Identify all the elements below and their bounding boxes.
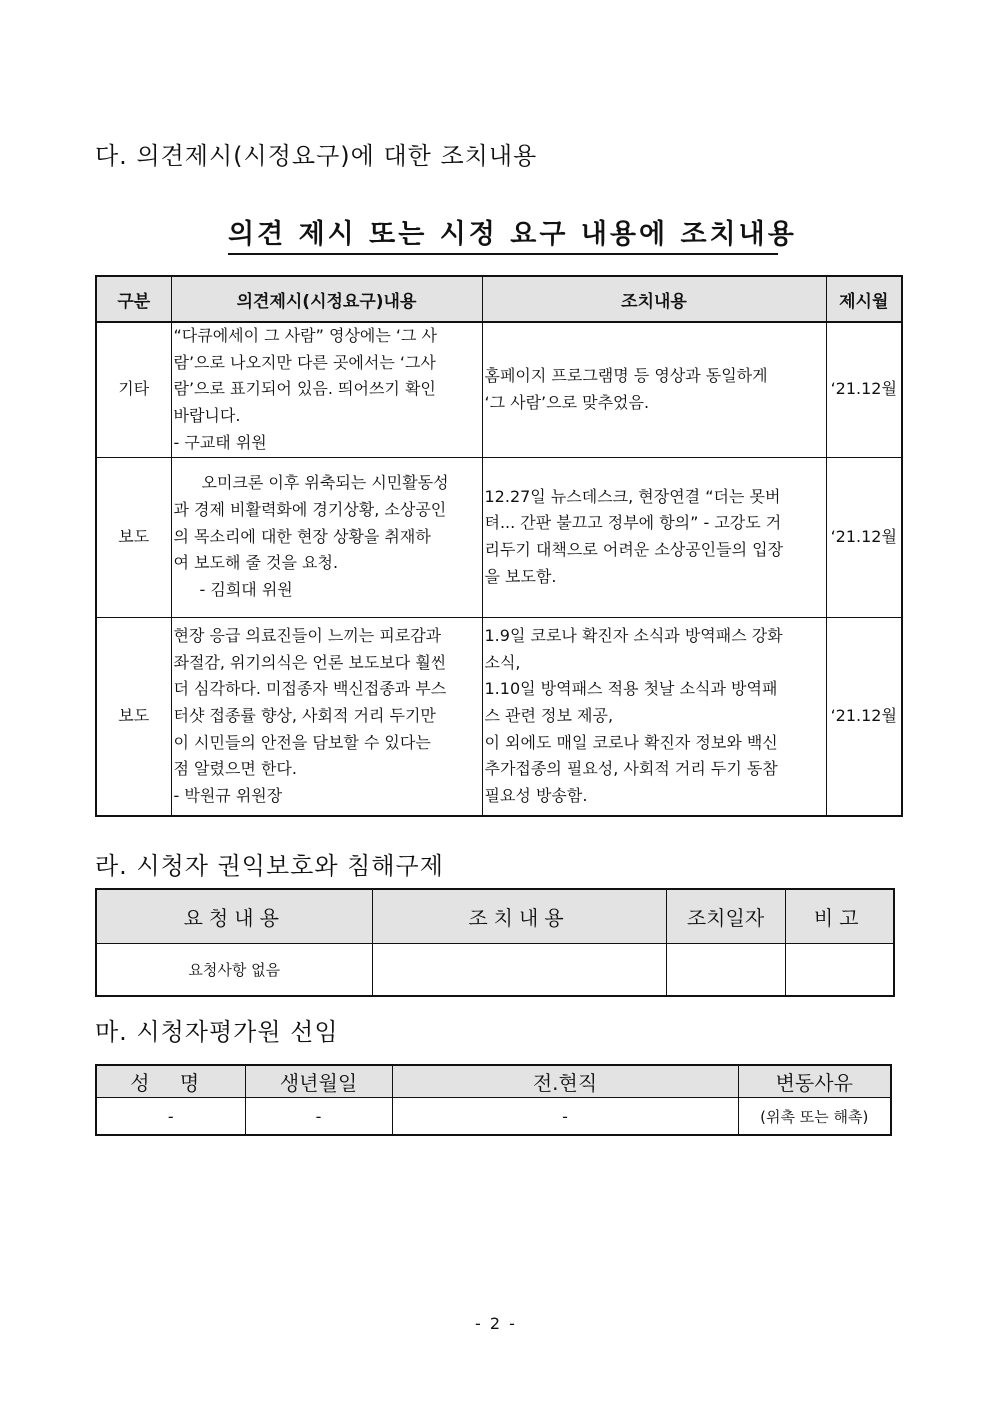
cell-request: 요청사항 없음 bbox=[96, 944, 372, 997]
row-month: ‘21.12월 bbox=[826, 457, 902, 617]
text-line: “다큐에세이 그 사람” 영상에는 ‘그 사 bbox=[173, 326, 437, 345]
signature-line: - 박원규 위원장 bbox=[173, 786, 283, 806]
signature-line: - 김희대 위원 bbox=[199, 580, 293, 600]
header-change-reason: 변동사유 bbox=[738, 1065, 891, 1098]
table-header-row bbox=[96, 276, 902, 322]
row-action bbox=[482, 457, 826, 617]
text-line: 람’으로 표기되어 있음. 띄어쓰기 확인 bbox=[173, 379, 436, 399]
section-d-heading: 라. 시청자 권익보호와 침해구제 bbox=[95, 852, 444, 880]
table-row bbox=[96, 617, 902, 816]
cell-note bbox=[785, 944, 894, 997]
text-line: 리두기 대책으로 어려운 소상공인들의 입장 bbox=[484, 540, 784, 560]
cell-change-reason: (위촉 또는 해촉) bbox=[738, 1098, 891, 1136]
row-month: ‘21.12월 bbox=[826, 322, 902, 457]
text-line: 이 외에도 매일 코로나 확진자 정보와 백신 bbox=[484, 732, 778, 752]
text-line: 더 심각하다. 미접종자 백신접종과 부스 bbox=[173, 679, 447, 699]
row-opinion bbox=[171, 457, 482, 617]
section-e-heading: 마. 시청자평가원 선임 bbox=[95, 1018, 339, 1046]
table-header-row bbox=[96, 889, 894, 944]
text-line: 1.9일 코로나 확진자 소식과 방역패스 강화 bbox=[484, 625, 783, 645]
cell-birthdate: - bbox=[245, 1098, 392, 1136]
row-action bbox=[482, 322, 826, 457]
table-row bbox=[96, 1098, 891, 1136]
section-c-heading: 다. 의견제시(시정요구)에 대한 조치내용 bbox=[95, 142, 538, 170]
text-line: ‘그 사람’으로 맞추었음. bbox=[484, 392, 650, 412]
text-line: 을 보도함. bbox=[484, 566, 557, 586]
header-measure: 조치내용 bbox=[372, 889, 666, 944]
text-line: 현장 응급 의료진들이 느끼는 피로감과 bbox=[173, 625, 442, 645]
row-opinion bbox=[171, 322, 482, 457]
header-position: 전.현직 bbox=[392, 1065, 738, 1098]
row-category: 보도 bbox=[96, 457, 171, 617]
text-line: 1.10일 방역패스 적용 첫날 소식과 방역패 bbox=[484, 679, 778, 699]
header-note: 비고 bbox=[785, 889, 894, 944]
cell-measure bbox=[372, 944, 666, 997]
text-line: 과 경제 비활력화에 경기상황, 소상공인 bbox=[173, 499, 447, 519]
text-line: 오미크론 이후 위축되는 시민활동성 bbox=[201, 473, 449, 493]
header-action: 조치내용 bbox=[482, 276, 826, 322]
table-row bbox=[96, 322, 902, 457]
row-category: 보도 bbox=[96, 617, 171, 816]
text-line: 스 관련 정보 제공, bbox=[484, 705, 614, 725]
table-row bbox=[96, 944, 894, 997]
table-title: 의견 제시 또는 시정 요구 내용에 조치내용 bbox=[228, 212, 778, 255]
header-category: 구분 bbox=[96, 276, 171, 322]
header-opinion: 의견제시(시정요구)내용 bbox=[171, 276, 482, 322]
text-line: 좌절감, 위기의식은 언론 보도보다 훨씬 bbox=[173, 652, 447, 672]
cell-name: - bbox=[96, 1098, 245, 1136]
page-number: - 2 - bbox=[475, 1314, 517, 1333]
row-category: 기타 bbox=[96, 322, 171, 457]
text-line: 의 목소리에 대한 현장 상황을 취재하 bbox=[173, 526, 431, 546]
cell-position: - bbox=[392, 1098, 738, 1136]
text-line: 텨... 간판 불끄고 정부에 항의” - 고강도 거 bbox=[484, 513, 782, 533]
text-line: 이 시민들의 안전을 담보할 수 있다는 bbox=[173, 732, 431, 752]
row-action bbox=[482, 617, 826, 816]
row-month: ‘21.12월 bbox=[826, 617, 902, 816]
opinion-action-table bbox=[95, 275, 903, 817]
cell-measure-date bbox=[666, 944, 785, 997]
text-line: 소식, bbox=[484, 652, 521, 672]
text-line: 바랍니다. bbox=[173, 406, 241, 426]
evaluator-table bbox=[95, 1064, 892, 1136]
header-birthdate: 생년월일 bbox=[245, 1065, 392, 1098]
table-row bbox=[96, 457, 902, 617]
text-line: 터샷 접종률 향상, 사회적 거리 두기만 bbox=[173, 705, 436, 725]
signature-line: - 구교태 위원 bbox=[173, 432, 267, 452]
header-month: 제시월 bbox=[826, 276, 902, 322]
header-request: 요청내용 bbox=[96, 889, 372, 944]
table-header-row bbox=[96, 1065, 891, 1098]
header-name: 성 명 bbox=[96, 1065, 245, 1098]
text-line: 점 알렸으면 한다. bbox=[173, 759, 297, 779]
text-line: 여 보도해 줄 것을 요청. bbox=[173, 553, 339, 573]
text-line: 12.27일 뉴스데스크, 현장연결 “더는 못버 bbox=[484, 486, 781, 506]
text-line: 홈페이지 프로그램명 등 영상과 동일하게 bbox=[484, 366, 768, 386]
viewer-rights-table bbox=[95, 888, 895, 997]
text-line: 필요성 방송함. bbox=[484, 786, 588, 806]
text-line: 추가접종의 필요성, 사회적 거리 두기 동참 bbox=[484, 759, 778, 779]
text-line: 람’으로 나오지만 다른 곳에서는 ‘그사 bbox=[173, 352, 436, 372]
header-measure-date: 조치일자 bbox=[666, 889, 785, 944]
row-opinion bbox=[171, 617, 482, 816]
